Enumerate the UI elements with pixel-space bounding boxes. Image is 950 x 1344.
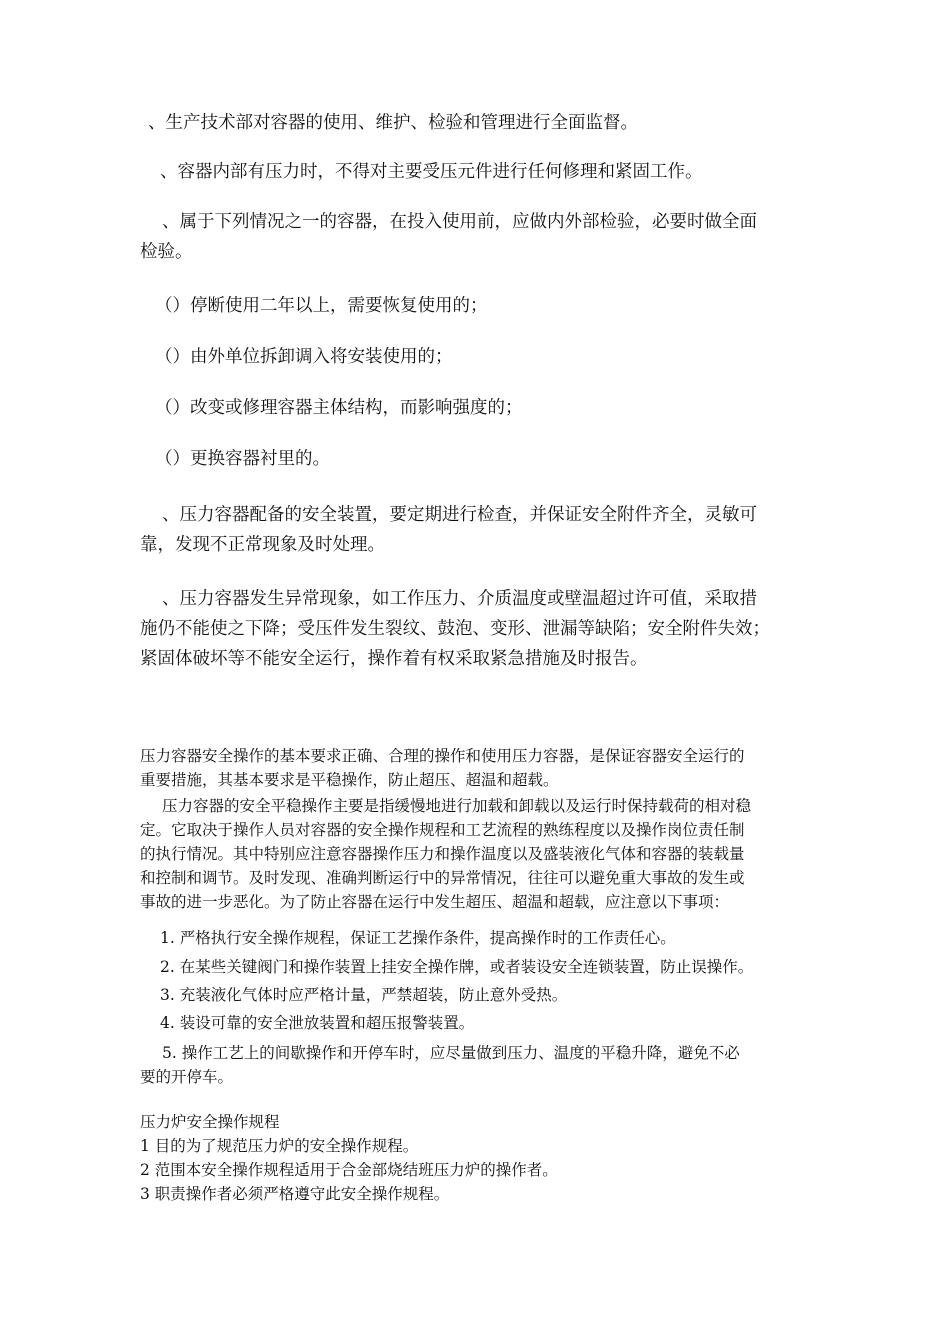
paragraph-stable-operation-line1: 压力容器的安全平稳操作主要是指缓慢地进行加载和卸载以及运行时保持载荷的相对稳	[162, 797, 752, 815]
paragraph-stable-operation-line3: 的执行情况。其中特别应注意容器操作压力和操作温度以及盛装液化气体和容器的装载量	[140, 845, 745, 863]
list-item: 3 职责操作者必须严格遵守此安全操作规程。	[140, 1185, 450, 1203]
paragraph-safety-devices-line1: 、压力容器配备的安全装置，要定期进行检查，并保证安全附件齐全，灵敏可	[162, 505, 757, 525]
section-title: 压力炉安全操作规程	[140, 1113, 280, 1131]
list-item: 3. 充装液化气体时应严格计量，严禁超装，防止意外受热。	[160, 986, 568, 1004]
list-item: （）由外单位拆卸调入将安装使用的；	[155, 347, 453, 367]
paragraph-safety-devices	[140, 500, 820, 560]
list-item-line1: 5. 操作工艺上的间歇操作和开停车时，应尽量做到压力、温度的平稳升降，避免不必	[162, 1044, 740, 1062]
paragraph-inspection-line1: 、属于下列情况之一的容器，在投入使用前，应做内外部检验，必要时做全面	[162, 212, 757, 232]
paragraph-basic-requirements-line1: 压力容器安全操作的基本要求正确、合理的操作和使用压力容器，是保证容器安全运行的	[140, 747, 745, 765]
paragraph-abnormal	[140, 584, 820, 674]
list-item: （）更换容器衬里的。	[155, 449, 330, 469]
paragraph-stable-operation	[140, 794, 820, 914]
paragraph-stable-operation-line2: 定。它取决于操作人员对容器的安全操作规程和工艺流程的熟练程度以及操作岗位责任制	[140, 821, 745, 839]
paragraph-stable-operation-line5: 事故的进一步恶化。为了防止容器在运行中发生超压、超温和超载，应注意以下事项：	[140, 893, 730, 911]
paragraph-abnormal-line1: 、压力容器发生异常现象，如工作压力、介质温度或壁温超过许可值，采取措	[162, 589, 757, 609]
paragraph-safety-devices-line2: 靠，发现不正常现象及时处理。	[140, 535, 385, 555]
paragraph-supervision: 、生产技术部对容器的使用、维护、检验和管理进行全面监督。	[148, 113, 638, 133]
list-item: 4. 装设可靠的安全泄放装置和超压报警装置。	[160, 1014, 475, 1032]
list-item: （）改变或修理容器主体结构，而影响强度的；	[155, 398, 523, 418]
paragraph-pressure-repair: 、容器内部有压力时，不得对主要受压元件进行任何修理和紧固工作。	[160, 162, 703, 182]
list-item: 1 目的为了规范压力炉的安全操作规程。	[140, 1137, 419, 1155]
paragraph-inspection	[140, 207, 820, 267]
list-item	[140, 1041, 820, 1089]
list-item: 2. 在某些关键阀门和操作装置上挂安全操作牌，或者装设安全连锁装置，防止误操作。	[160, 958, 754, 976]
paragraph-basic-requirements	[140, 744, 820, 792]
paragraph-stable-operation-line4: 和控制和调节。及时发现、准确判断运行中的异常情况，往往可以避免重大事故的发生或	[140, 869, 745, 887]
paragraph-abnormal-line3: 紧固体破坏等不能安全运行，操作着有权采取紧急措施及时报告。	[140, 649, 648, 669]
section-pressure-furnace	[140, 1110, 820, 1206]
list-item: （）停断使用二年以上，需要恢复使用的；	[155, 296, 488, 316]
list-item: 1. 严格执行安全操作规程，保证工艺操作条件，提高操作时的工作责任心。	[160, 929, 676, 947]
list-item-line2: 要的开停车。	[140, 1068, 234, 1086]
list-item: 2 范围本安全操作规程适用于合金部烧结班压力炉的操作者。	[140, 1161, 558, 1179]
paragraph-basic-requirements-line2: 重要措施，其基本要求是平稳操作，防止超压、超温和超载。	[140, 771, 559, 789]
paragraph-inspection-line2: 检验。	[140, 242, 193, 262]
paragraph-abnormal-line2: 施仍不能使之下降；受压件发生裂纹、鼓泡、变形、泄漏等缺陷；安全附件失效；	[140, 619, 770, 639]
